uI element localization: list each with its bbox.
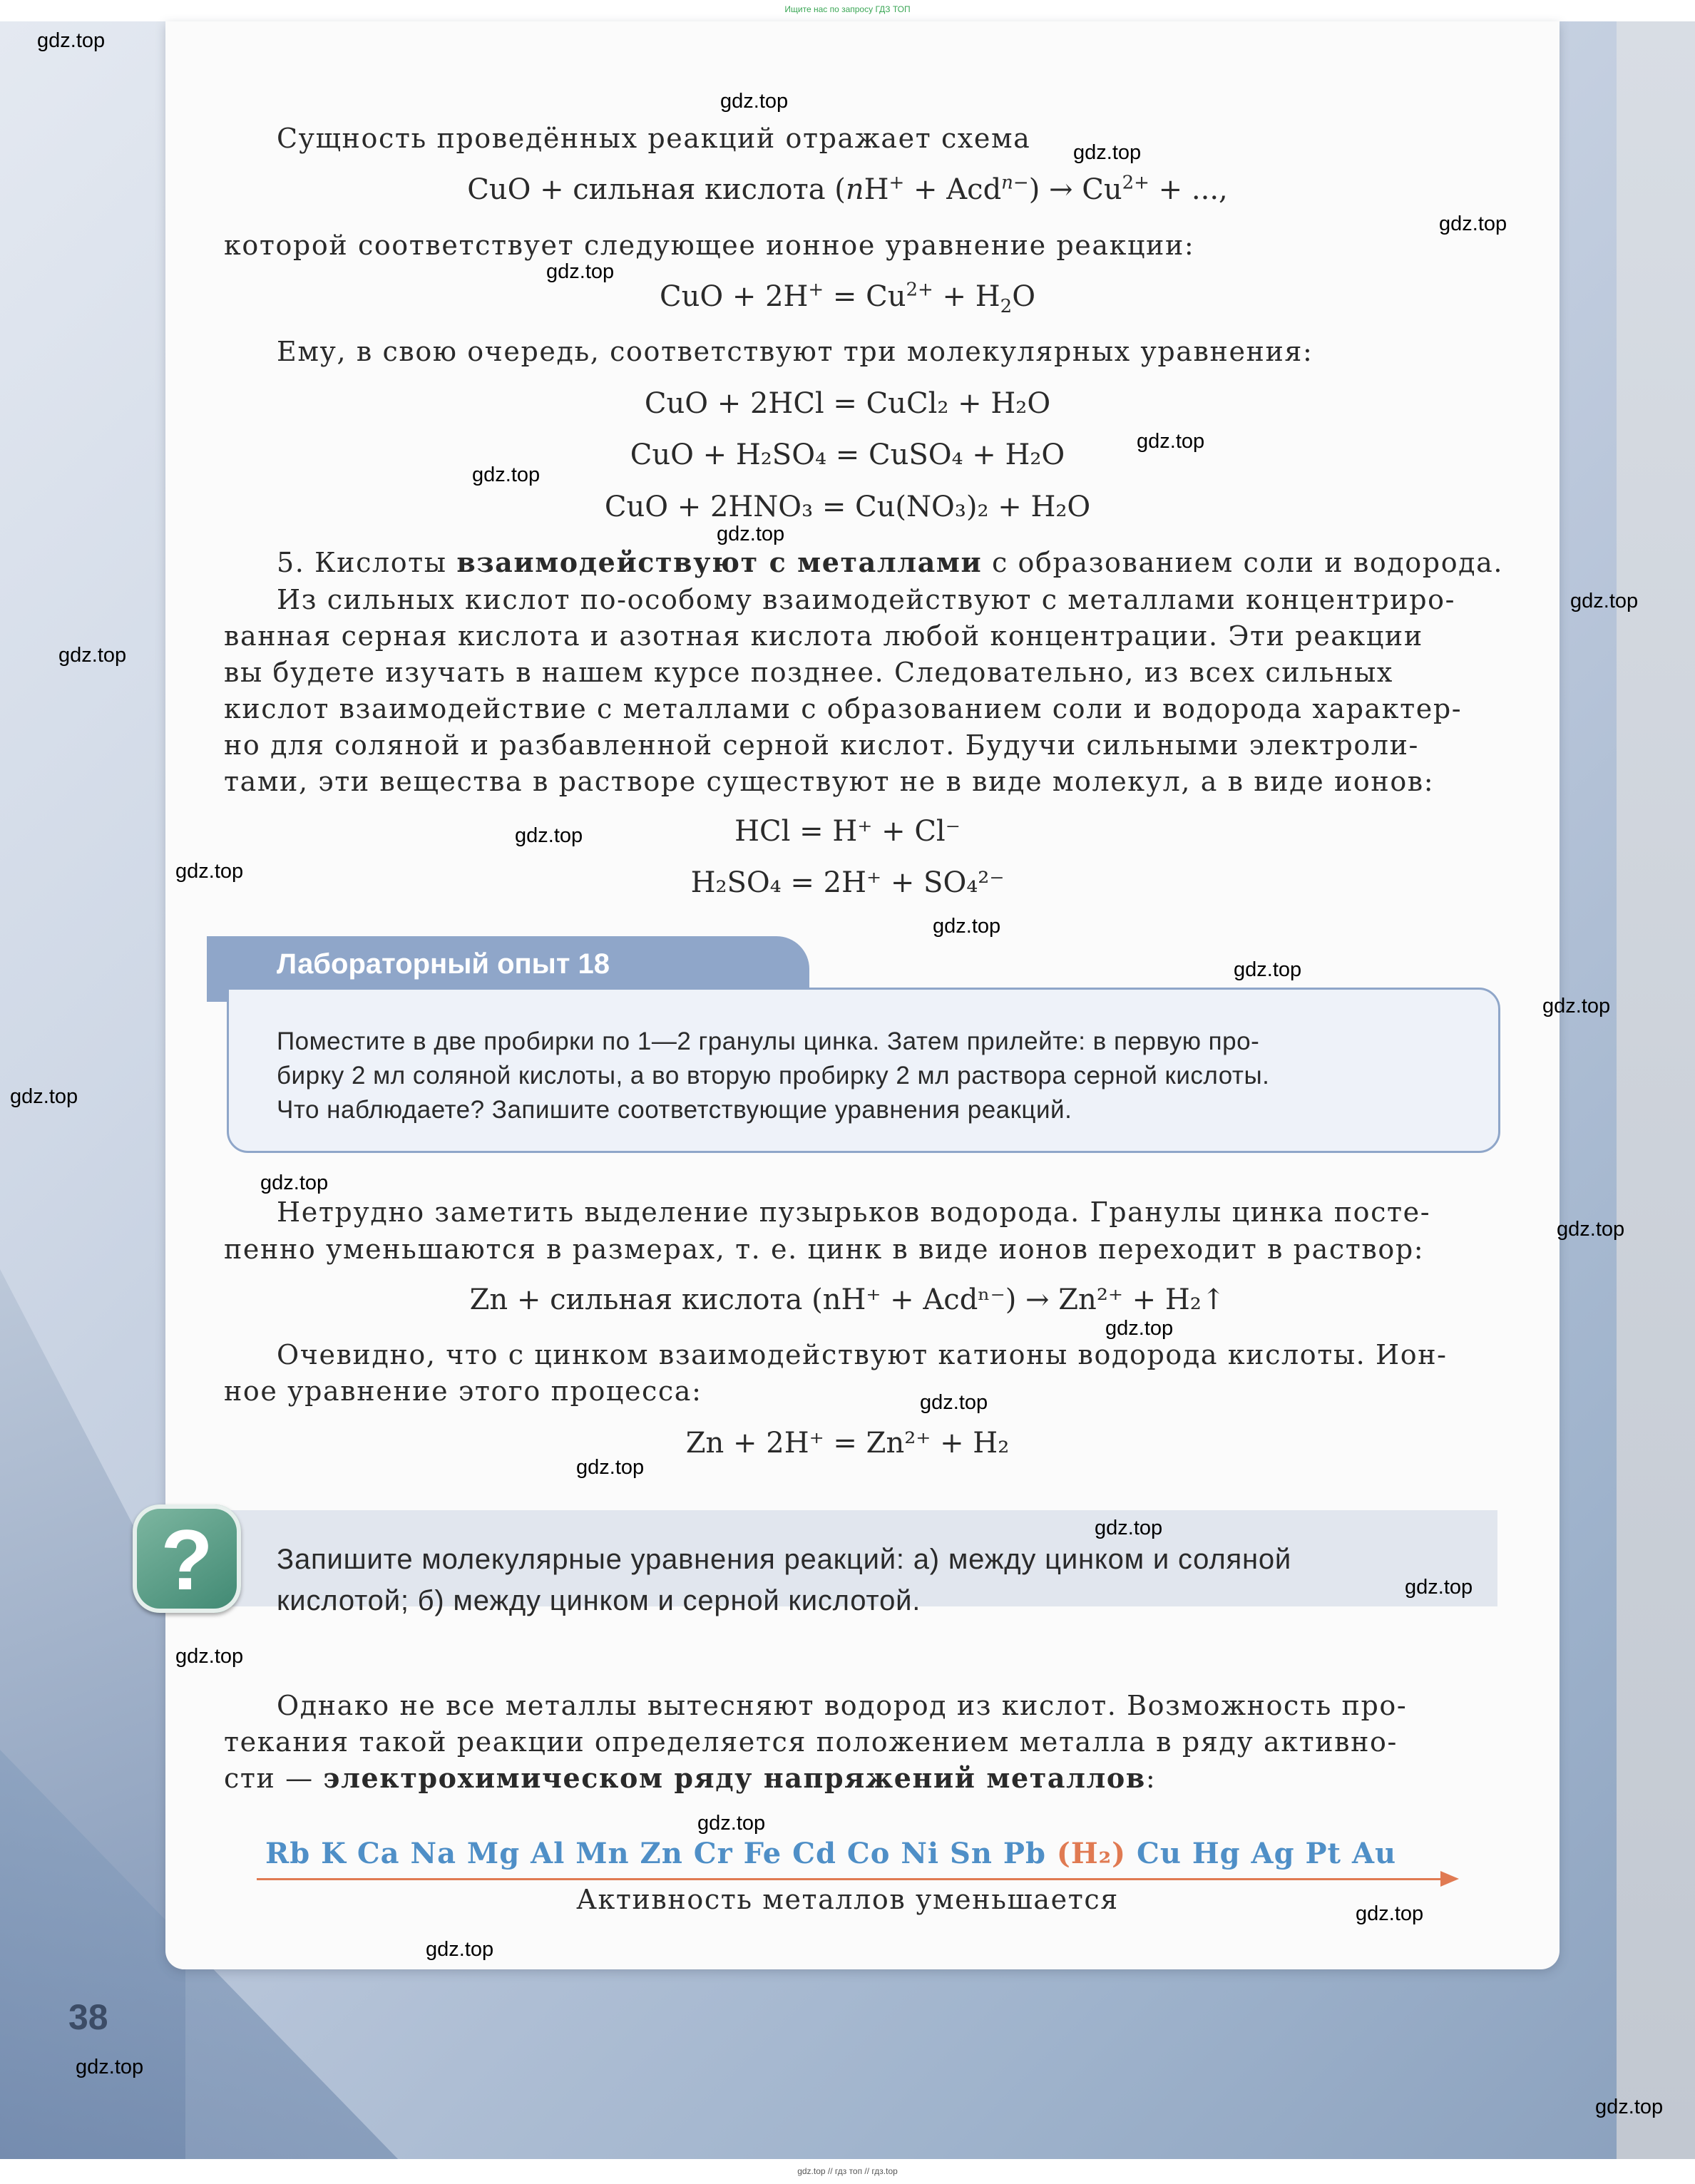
watermark: gdz.top xyxy=(1137,430,1205,453)
dissociation-equation: HCl = H⁺ + Cl⁻ xyxy=(734,815,961,848)
series-metals: Rb K Ca Na Mg Al Mn Zn Cr Fe Cd Co Ni Sn Pb xyxy=(265,1837,1046,1870)
activity-caption: Активность металлов уменьшается xyxy=(576,1884,1119,1915)
question-text-line: кислотой; б) между цинком и серной кислотой. xyxy=(277,1585,921,1616)
watermark: gdz.top xyxy=(10,1085,78,1108)
molecular-equation: CuO + H₂SO₄ = CuSO₄ + H₂O xyxy=(630,439,1065,471)
paragraph-line: пенно уменьшаются в размерах, т. е. цинк в виде ионов переходит в раствор: xyxy=(224,1234,1425,1265)
equation-part: + Acd xyxy=(904,173,1002,206)
paragraph-line xyxy=(224,1760,1156,1797)
watermark: gdz.top xyxy=(1105,1317,1174,1340)
paragraph-line: тами, эти вещества в растворе существуют не в виде молекул, а в виде ионов: xyxy=(224,766,1435,797)
watermark: gdz.top xyxy=(175,860,244,883)
equation-part: = Cu xyxy=(824,280,906,313)
paragraph-line: Нетрудно заметить выделение пузырьков водорода. Гранулы цинка посте- xyxy=(277,1196,1431,1228)
watermark: gdz.top xyxy=(717,523,785,545)
page-number: 38 xyxy=(68,1997,108,2037)
watermark: gdz.top xyxy=(576,1456,645,1479)
question-mark-icon: ? xyxy=(133,1504,241,1613)
watermark: gdz.top xyxy=(260,1172,329,1194)
watermark: gdz.top xyxy=(58,644,127,667)
paragraph-line: текания такой реакции определяется положением металла в ряду активно- xyxy=(224,1726,1398,1758)
watermark: gdz.top xyxy=(175,1645,244,1668)
watermark: gdz.top xyxy=(515,824,583,847)
electrochemical-series xyxy=(265,1831,1463,1877)
paragraph-line: вы будете изучать в нашем курсе позднее. Следовательно, из всех сильных xyxy=(224,657,1393,688)
watermark: gdz.top xyxy=(1595,2096,1664,2118)
equation-part: O xyxy=(1012,280,1036,313)
question-text-line: Запишите молекулярные уравнения реакций: а) между цинком и соляной xyxy=(277,1544,1292,1575)
paragraph-text: Сущность проведённых реакций отражает схема xyxy=(277,123,1031,154)
reaction-scheme: CuO + сильная кислота $(nH^+ + Acd^{n-}) \to Cu^{2+}$ + ..., xyxy=(467,172,1228,206)
bold-term: электрохимическом ряду напряжений металлов xyxy=(323,1762,1146,1794)
lab-text-line: бирку 2 мл соляной кислоты, а во вторую пробирку 2 мл раствора серной кислоты. xyxy=(277,1062,1270,1090)
paragraph-line: ное уравнение этого процесса: xyxy=(224,1375,702,1407)
equation-part: CuO + сильная кислота ( xyxy=(467,173,846,206)
watermark: gdz.top xyxy=(1439,212,1507,235)
paragraph-text: Ему, в свою очередь, соответствуют три молекулярных уравнения: xyxy=(277,336,1314,367)
bottom-banner: gdz.top // гдз топ // гдз.top xyxy=(797,2166,898,2176)
series-metals: Cu Hg Ag Pt Au xyxy=(1137,1837,1397,1870)
equation-part: + ..., xyxy=(1149,173,1228,206)
paragraph-heading xyxy=(277,544,1503,581)
watermark: gdz.top xyxy=(720,90,789,113)
molecular-equation: CuO + 2HCl = CuCl₂ + H₂O xyxy=(644,387,1051,420)
watermark: gdz.top xyxy=(697,1812,766,1835)
watermark: gdz.top xyxy=(1234,958,1302,981)
lab-text-line: Что наблюдаете? Запишите соответствующие уравнения реакций. xyxy=(277,1096,1072,1124)
equation-part: CuO + 2H xyxy=(659,280,809,313)
paragraph-line: кислот взаимодействие с металлами с образованием соли и водорода характер- xyxy=(224,693,1463,724)
watermark: gdz.top xyxy=(37,29,106,52)
paragraph-text: 5. Кислоты xyxy=(277,547,457,578)
watermark: gdz.top xyxy=(933,915,1001,938)
book-spine-edge xyxy=(1617,21,1695,2159)
ionic-equation: Zn + 2H⁺ = Zn²⁺ + H₂ xyxy=(685,1427,1010,1460)
paragraph-line: ванная серная кислота и азотная кислота любой концентрации. Эти реакции xyxy=(224,620,1423,652)
top-banner: Ищите нас по запросу ГДЗ ТОП xyxy=(784,4,911,14)
paragraph-text: сти — xyxy=(224,1763,324,1794)
watermark: gdz.top xyxy=(76,2056,144,2078)
ionic-equation: CuO + $2H^+ = Cu^{2+} + H_2O$ xyxy=(659,279,1036,317)
watermark: gdz.top xyxy=(1095,1517,1163,1539)
molecular-equation: CuO + 2HNO₃ = Cu(NO₃)₂ + H₂O xyxy=(604,491,1091,523)
watermark: gdz.top xyxy=(1073,141,1142,164)
watermark: gdz.top xyxy=(1405,1576,1473,1599)
paragraph-text: : xyxy=(1145,1763,1157,1794)
lab-text-line: Поместите в две пробирки по 1—2 гранулы цинка. Затем прилейте: в первую про- xyxy=(277,1027,1260,1055)
paragraph-text: которой соответствует следующее ионное уравнение реакции: xyxy=(224,230,1195,261)
watermark: gdz.top xyxy=(426,1938,494,1961)
series-hydrogen: (H₂) xyxy=(1056,1837,1127,1870)
equation-part: ) → Cu xyxy=(1028,173,1122,206)
paragraph-line: но для соляной и разбавленной серной кислот. Будучи сильными электроли- xyxy=(224,729,1419,761)
paragraph-line: Однако не все металлы вытесняют водород из кислот. Возможность про- xyxy=(277,1690,1408,1721)
bold-term: взаимодействуют с металлами xyxy=(456,546,983,578)
equation-part: H xyxy=(864,173,889,206)
watermark: gdz.top xyxy=(1557,1218,1625,1241)
paragraph-line: Из сильных кислот по-особому взаимодействуют с металлами концентриро- xyxy=(277,584,1456,615)
watermark: gdz.top xyxy=(1356,1902,1424,1925)
lab-title: Лабораторный опыт 18 xyxy=(277,948,610,980)
watermark: gdz.top xyxy=(472,463,541,486)
paragraph-text: с образованием соли и водорода. xyxy=(982,547,1504,578)
dissociation-equation: H₂SO₄ = 2H⁺ + SO₄²⁻ xyxy=(690,866,1005,899)
reaction-scheme: Zn + сильная кислота (nH⁺ + Acdⁿ⁻) → Zn²⁺ + H₂↑ xyxy=(469,1283,1226,1316)
watermark: gdz.top xyxy=(920,1391,988,1414)
watermark: gdz.top xyxy=(1542,995,1611,1017)
watermark: gdz.top xyxy=(1570,590,1639,612)
paragraph-line: Очевидно, что с цинком взаимодействуют катионы водорода кислоты. Ион- xyxy=(277,1339,1448,1370)
equation-part: + H xyxy=(933,280,1000,313)
watermark: gdz.top xyxy=(546,260,615,283)
